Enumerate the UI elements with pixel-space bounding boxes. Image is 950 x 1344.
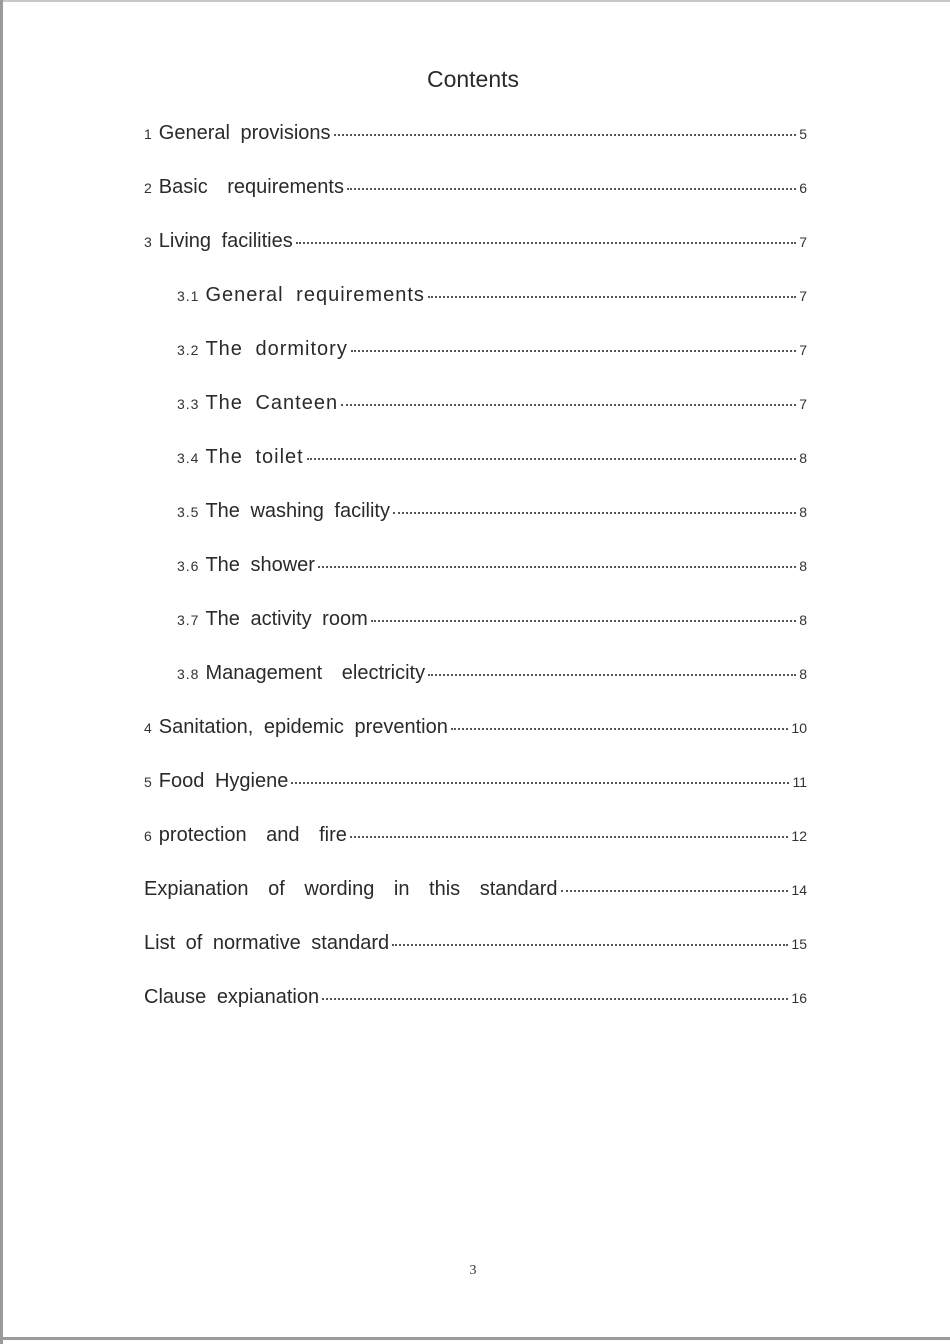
toc-entry[interactable] (177, 392, 807, 422)
toc-entry-number: 3.3 (177, 396, 200, 412)
dot-leader (307, 458, 796, 460)
toc-entry[interactable] (144, 932, 807, 962)
toc-entry[interactable] (177, 608, 807, 638)
toc-entry-number: 3.4 (177, 450, 200, 466)
toc-entry-label: The shower (205, 554, 315, 576)
toc-entry-page: 8 (799, 612, 807, 628)
toc-entry[interactable] (177, 338, 807, 368)
toc-entry[interactable] (144, 176, 807, 206)
toc-entry-page: 16 (791, 990, 807, 1006)
toc-entry-label: The Canteen (205, 392, 339, 414)
toc-entry[interactable] (144, 986, 807, 1016)
toc-entry-label: Sanitation, epidemic prevention (158, 716, 448, 738)
toc-entry-number: 3.1 (177, 288, 200, 304)
toc-entry-page: 14 (791, 882, 807, 898)
dot-leader (350, 836, 789, 838)
toc-entry-label: General provisions (158, 122, 331, 144)
toc-entry-number: 3.6 (177, 558, 200, 574)
toc-entry-page: 10 (791, 720, 807, 736)
toc-entry-page: 11 (792, 774, 807, 790)
toc-entry-number: 3.7 (177, 612, 200, 628)
toc-entry-label: General requirements (205, 284, 425, 306)
toc-entry-number: 6 (144, 828, 153, 844)
toc-entry-number: 3.2 (177, 342, 200, 358)
dot-leader (322, 998, 788, 1000)
toc-entry-page: 7 (799, 234, 807, 250)
toc-entry-page: 8 (799, 558, 807, 574)
toc-entry-page: 6 (799, 180, 807, 196)
toc-entry-label: The activity room (205, 608, 368, 630)
dot-leader (296, 242, 796, 244)
toc-entry[interactable] (144, 824, 807, 854)
toc-entry-page: 12 (791, 828, 807, 844)
toc-entry-page: 8 (799, 504, 807, 520)
dot-leader (451, 728, 789, 730)
toc-entry-page: 7 (799, 288, 807, 304)
toc-entry-number: 5 (144, 774, 153, 790)
toc-entry-number: 1 (144, 126, 153, 142)
dot-leader (371, 620, 796, 622)
toc-entry-page: 8 (799, 450, 807, 466)
dot-leader (561, 890, 789, 892)
toc-entry-number: 3.5 (177, 504, 200, 520)
toc-entry-label: protection and fire (158, 824, 347, 846)
toc-entry[interactable] (144, 878, 807, 908)
toc-entry-number: 2 (144, 180, 153, 196)
toc-entry-label: Food Hygiene (158, 770, 289, 792)
toc-entry-number: 3.8 (177, 666, 200, 682)
dot-leader (428, 674, 796, 676)
toc-entry-label: Clause expianation (144, 986, 320, 1008)
toc-entry[interactable] (144, 230, 807, 260)
dot-leader (341, 404, 796, 406)
dot-leader (392, 944, 788, 946)
toc-entry-page: 5 (799, 126, 807, 142)
page-number: 3 (469, 1263, 477, 1278)
toc-entry-page: 7 (799, 396, 807, 412)
toc-entry-page: 8 (799, 666, 807, 682)
toc-entry-page: 15 (791, 936, 807, 952)
toc-entry-label: Expianation of wording in this standard (144, 878, 558, 900)
page-title: Contents (426, 66, 520, 92)
toc-entry[interactable] (144, 122, 807, 152)
toc-entry-label: The dormitory (205, 338, 348, 360)
dot-leader (291, 782, 789, 784)
dot-leader (393, 512, 796, 514)
toc-entry-number: 4 (144, 720, 153, 736)
dot-leader (428, 296, 796, 298)
toc-entry-page: 7 (799, 342, 807, 358)
toc-entry[interactable] (177, 284, 807, 314)
toc-entry[interactable] (144, 770, 807, 800)
toc-entry-label: Living facilities (158, 230, 293, 252)
toc-entry[interactable] (144, 716, 807, 746)
dot-leader (351, 350, 796, 352)
toc-entry-label: The toilet (205, 446, 304, 468)
toc-entry[interactable] (177, 446, 807, 476)
toc-entry-number: 3 (144, 234, 153, 250)
dot-leader (347, 188, 796, 190)
toc-entry-label: List of normative standard (144, 932, 390, 954)
toc-entry-label: Basic requirements (158, 176, 344, 198)
toc-entry[interactable] (177, 662, 807, 692)
toc-entry-label: Management electricity (205, 662, 426, 684)
dot-leader (318, 566, 796, 568)
toc-entry[interactable] (177, 500, 807, 530)
dot-leader (334, 134, 797, 136)
toc-entry[interactable] (177, 554, 807, 584)
toc-entry-label: The washing facility (205, 500, 390, 522)
